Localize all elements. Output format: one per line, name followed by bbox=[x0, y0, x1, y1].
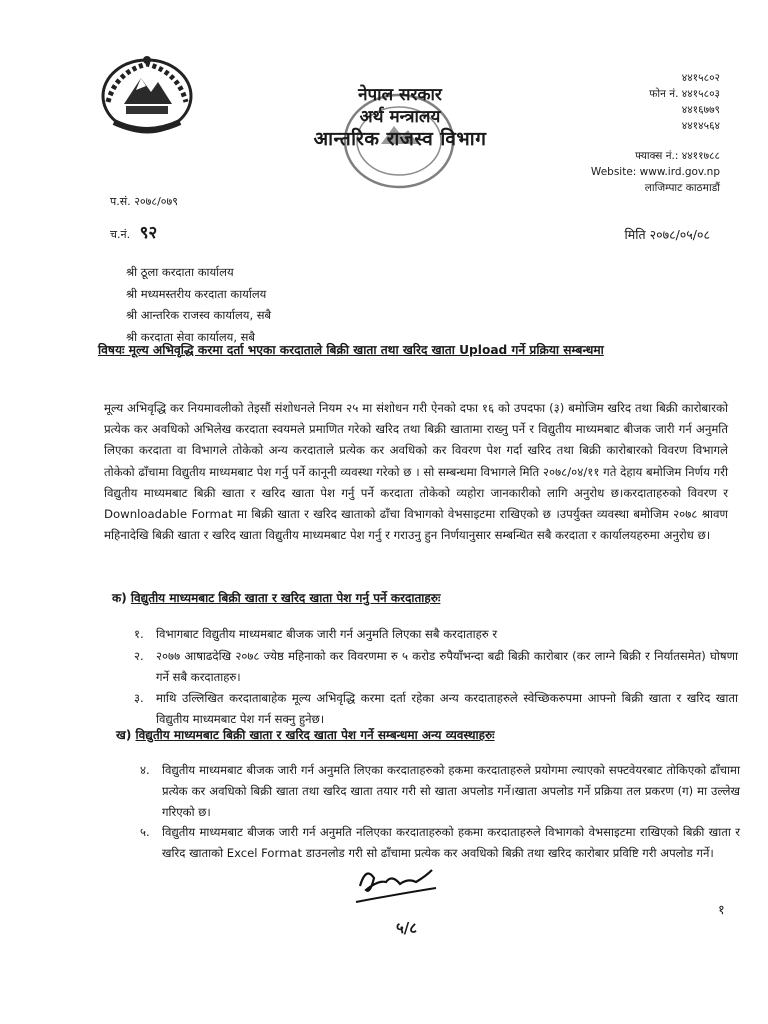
list-item bbox=[134, 688, 738, 730]
section-a-heading bbox=[112, 589, 440, 606]
phone-2: ४४१५८०३ bbox=[681, 88, 720, 100]
section-b-marker: ख) bbox=[116, 728, 132, 742]
dispatch-label: च.नं. bbox=[110, 228, 131, 241]
contact-block bbox=[591, 70, 720, 196]
item-text: माथि उल्लिखित करदाताबाहेक मूल्य अभिवृद्धि करमा दर्ता रहेका अन्य करदाताहरुले स्वेच्छिकरुपमा आफ्नो बिक्री खाता र खरिद खाता विद्युतीय माध्यमबाट पेश गर्न सक्नु हुनेछ। bbox=[156, 691, 738, 726]
government-emblem-icon bbox=[96, 52, 198, 138]
government-name: नेपाल सरकार bbox=[358, 85, 442, 105]
dispatch-value: ९२ bbox=[139, 223, 158, 243]
phone-3: ४४१६७७९ bbox=[681, 104, 720, 116]
item-number: ५. bbox=[140, 825, 150, 839]
page-number: १ bbox=[718, 903, 725, 918]
office-location: लाजिम्पाट काठमाडौं bbox=[644, 182, 720, 194]
addressee: श्री आन्तरिक राजस्व कार्यालय, सबै bbox=[126, 308, 272, 322]
item-number: ३. bbox=[134, 691, 144, 705]
phone-label: फोन नं. bbox=[649, 88, 679, 100]
list-item bbox=[140, 822, 740, 864]
addressee: श्री करदाता सेवा कार्यालय, सबै bbox=[126, 329, 255, 344]
list-item bbox=[134, 624, 738, 645]
item-text: २०७७ आषाढदेखि २०७८ ज्येष्ठ महिनाको कर विवरणमा रु ५ करोड रुपैयाँभन्दा बढी बिक्री कारोबार (कर लाग्ने बिक्री र निर्यातसमेत) घोषणा गर्ने सबै करदाताहरु। bbox=[156, 649, 738, 684]
ref-label: प.सं. bbox=[110, 195, 131, 208]
phone-1: ४४१५८०२ bbox=[681, 72, 720, 84]
department-name: आन्तरिक राजस्व विभाग bbox=[313, 128, 487, 150]
item-number: २. bbox=[134, 649, 144, 663]
ref-value: २०७८/०७९ bbox=[134, 195, 178, 208]
phone-line bbox=[591, 86, 720, 102]
section-a-title: विद्युतीय माध्यमबाट बिक्री खाता र खरिद खाता पेश गर्नु पर्ने करदाताहरुः bbox=[130, 591, 441, 605]
ministry-name: अर्थ मन्त्रालय bbox=[359, 107, 441, 127]
section-b-heading bbox=[116, 726, 495, 743]
body-paragraph: मूल्य अभिवृद्धि कर नियमावलीको तेइसौं संशोधनले नियम २५ मा संशोधन गरी ऐनको दफा १६ को उपदफा (३) बमोजिम खरिद तथा बिक्री कारोबारको प्रत्येक कर अवधिको अभिलेख करदाता स्वयमले प्रमाणित गरेको खरिद तथा बिक्री खातामा राख्नु पर्ने र विद्युतीय माध्यमबाट बीजक जारी गर्न अनुमति लिएका करदाता वा विभागले तोकेको अन्य करदाताले प्रत्येक कर अवधिको कर विवरण पेश गर्दा खरिद तथा बिक्री कारोबारको विवरण विभागले तोकेको ढाँचामा विद्युतीय माध्यमबाट पेश गर्नु पर्ने कानूनी व्यवस्था गरेको छ । सो सम्बन्धमा विभागले मिति २०७८/०४/११ गते देहाय बमोजिम निर्णय गरी विद्युतीय माध्यमबाट बिक्री खाता र खरिद खाता पेश गर्नु पर्ने करदाता तोकेको व्यहोरा जानकारीको लागि अनुरोध छ।करदाताहरुको विवरण र Downloadable Format मा बिक्री खाता र खरिद खाताको ढाँचा विभागको वेभसाइटमा राखिएको छ ।उपर्युक्त व्यवस्था बमोजिम २०७८ श्रावण महिनादेखि बिक्री खाता र खरिद खाता विद्युतीय माध्यमबाट पेश गर्नु र गराउनु हुन निर्णयानुसार सम्बन्धित सबै करदाता र कार्यालयहरुमा अनुरोध छ। bbox=[104, 401, 728, 543]
item-text: विभागबाट विद्युतीय माध्यमबाट बीजक जारी गर्न अनुमति लिएका सबै करदाताहरु र bbox=[156, 627, 498, 641]
item-text: विद्युतीय माध्यमबाट बीजक जारी गर्न अनुमति नलिएका करदाताहरुको हकमा करदाताहरुले विभागको वेभसाइटमा राखिएको बिक्री खाता र खरिद खाताको Excel Format डाउनलोड गरी सो ढाँचामा प्रत्येक कर अवधिको बिक्री तथा खरिद कारोबार प्रविष्टि गरी अपलोड गर्ने। bbox=[162, 825, 740, 860]
reference-number bbox=[110, 194, 178, 209]
letter-subject: विषयः मूल्य अभिवृद्धि करमा दर्ता भएका करदाताले बिक्री खाता तथा खरिद खाता Upload गर्ने प्रक्रिया सम्बन्धमा bbox=[98, 343, 604, 357]
section-a-marker: क) bbox=[112, 591, 127, 605]
item-number: १. bbox=[134, 627, 144, 641]
letter-date: मिति २०७८/०५/०८ bbox=[624, 227, 710, 242]
item-number: ४. bbox=[140, 763, 150, 777]
letterhead-title bbox=[300, 84, 500, 150]
addressee-list bbox=[126, 262, 271, 348]
section-b-title: विद्युतीय माध्यमबाट बिक्री खाता र खरिद खाता पेश गर्ने सम्बन्धमा अन्य व्यवस्थाहरुः bbox=[135, 728, 495, 742]
phone-4: ४४१४५६४ bbox=[681, 120, 720, 132]
item-text: विद्युतीय माध्यमबाट बीजक जारी गर्न अनुमति लिएका करदाताहरुको हकमा करदाताहरुले प्रयोगमा ल्याएको सफ्टवेयरबाट तोकिएको ढाँचामा प्रत्येक कर अवधिको बिक्री खाता तथा खरिद खाता तयार गरी सो खाता अपलोड गर्ने।खाता अपलोड गर्ने प्रक्रिया तल प्रकरण (ग) मा उल्लेख गरिएको छ। bbox=[162, 763, 740, 819]
dispatch-number bbox=[110, 220, 157, 243]
list-item bbox=[134, 646, 738, 688]
fax-number: फ्याक्स नं.: ४४११७८८ bbox=[635, 150, 720, 162]
signature-date: ५/८ bbox=[396, 919, 418, 937]
addressee: श्री ठूला करदाता कार्यालय bbox=[126, 265, 234, 279]
website: Website: www.ird.gov.np bbox=[590, 166, 720, 178]
addressee: श्री मध्यमस्तरीय करदाता कार्यालय bbox=[126, 286, 267, 301]
list-item bbox=[140, 760, 740, 823]
